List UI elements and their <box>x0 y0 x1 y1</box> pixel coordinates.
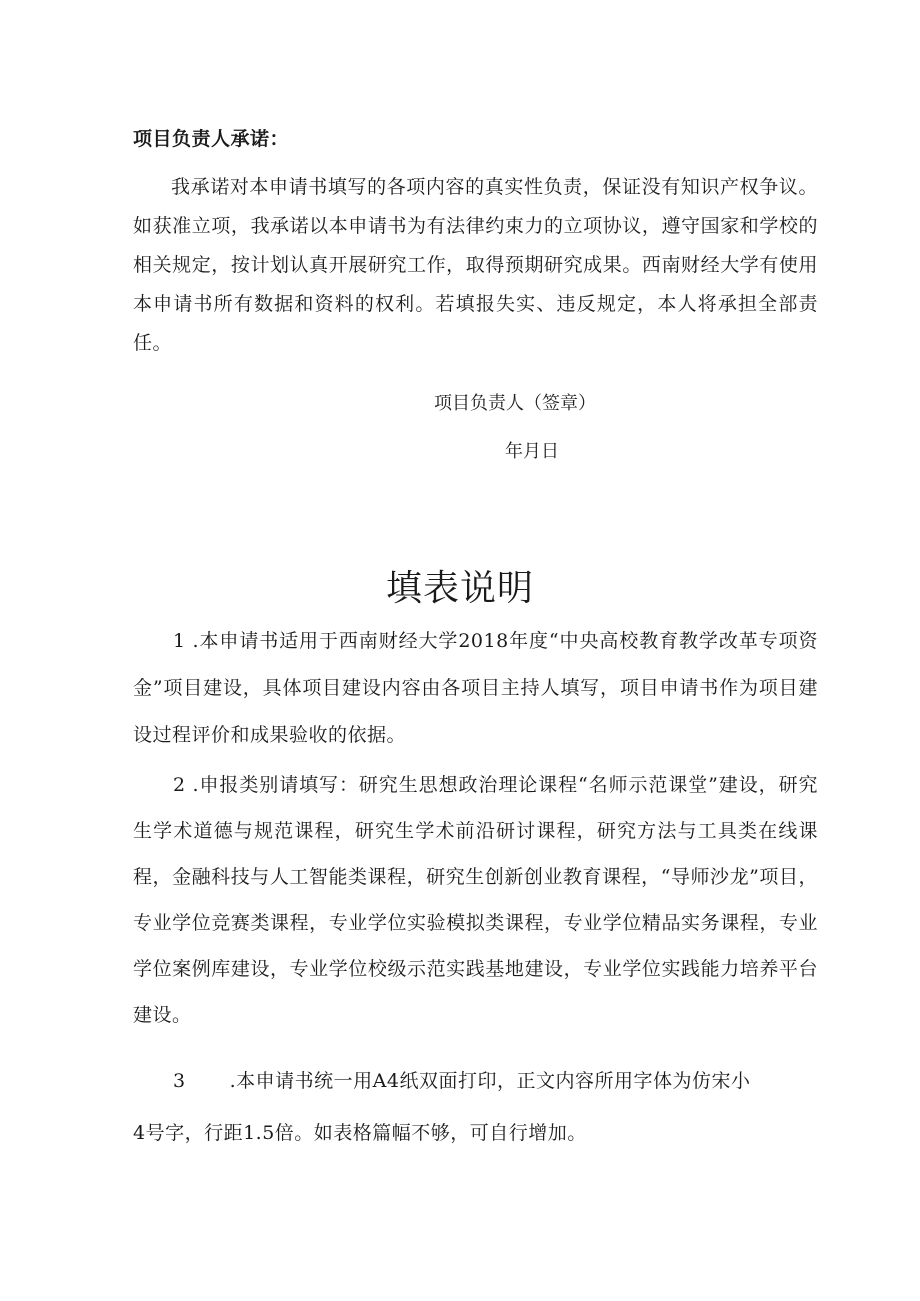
instruction-item-3-line-1 <box>173 1066 750 1093</box>
instruction-item-3-number: 3 <box>173 1070 186 1092</box>
instruction-item-2: 2 .申报类别请填写：研究生思想政治理论课程“名师示范课堂”建设，研究生学术道德与规范课程，研究生学术前沿研讨课程，研究方法与工具类在线课程，金融科技与人工智能类课程，研究生创新创业教育课程，“导师沙龙”项目，专业学位竞赛类课程，专业学位实验模拟类课程，专业学位精品实务课程，专业学位案例库建设，专业学位校级示范实践基地建设，专业学位实践能力培养平台建设。 <box>133 774 818 1026</box>
instruction-item-3-line-2: 4号字，行距1.5倍。如表格篇幅不够，可自行增加。 <box>133 1122 587 1144</box>
instruction-item-1: 1 .本申请书适用于西南财经大学2018年度“中央高校教育教学改革专项资金”项目建设，具体项目建设内容由各项目主持人填写，项目申请书作为项目建设过程评价和成果验收的依据。 <box>133 630 818 746</box>
commitment-heading: 项目负责人承诺： <box>133 128 290 150</box>
instructions-title: 填表说明 <box>385 568 534 609</box>
date-line: 年月日 <box>505 441 559 462</box>
commitment-body: 我承诺对本申请书填写的各项内容的真实性负责，保证没有知识产权争议。如获准立项，我承诺以本申请书为有法律约束力的立项协议，遵守国家和学校的相关规定，按计划认真开展研究工作，取得预期研究成果。西南财经大学有使用本申请书所有数据和资料的权利。若填报失实、违反规定，本人将承担全部责任。 <box>133 176 818 354</box>
instruction-item-3-text: .本申请书统一用A4纸双面打印，正文内容所用字体为仿宋小 <box>229 1070 751 1092</box>
signature-line: 项目负责人（签章） <box>434 393 596 414</box>
